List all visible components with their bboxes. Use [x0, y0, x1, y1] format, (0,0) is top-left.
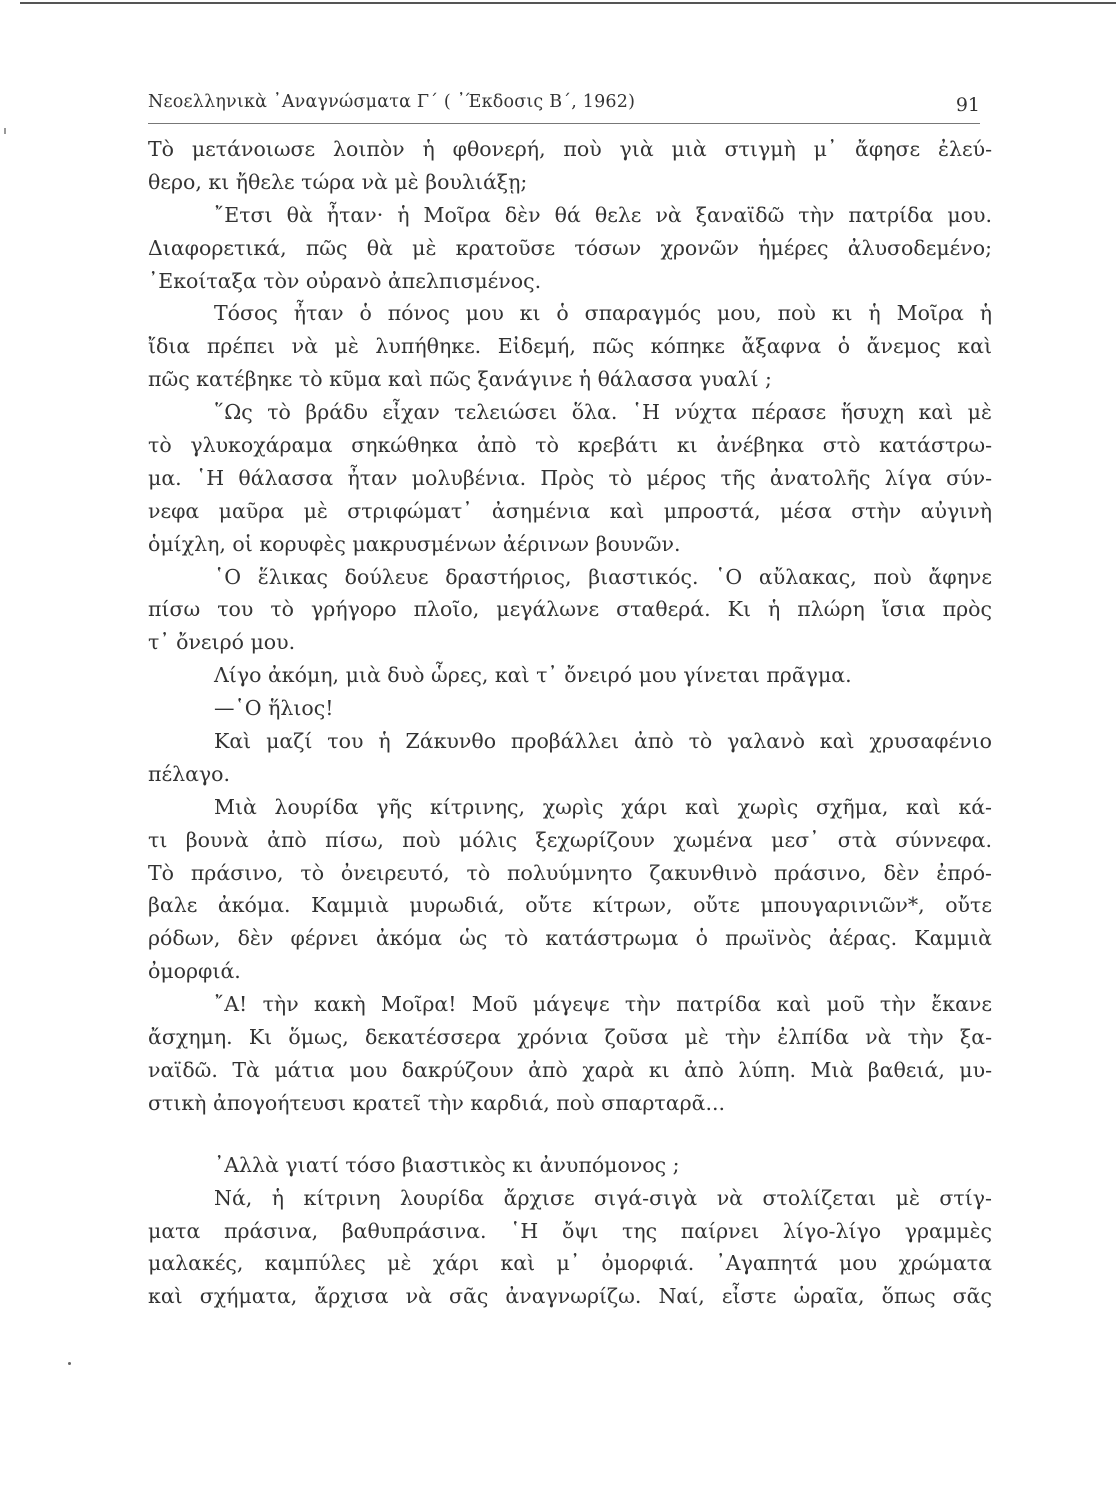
text-line: Τὸ πράσινο, τὸ ὀνειρευτό, τὸ πολυύμνητο ζακυνθινὸ πράσινο, δὲν ἐπρό- — [148, 860, 992, 885]
text-line: Μιὰ λουρίδα γῆς κίτρινης, χωρὶς χάρι καὶ χωρὶς σχῆμα, καὶ κά- — [214, 794, 992, 819]
text-line: ῾Ο ἕλικας δούλευε δραστήριος, βιαστικός. ῾Ο αὔλακας, ποὺ ἄφηνε — [214, 564, 992, 589]
text-line: νεφα μαῦρα μὲ στριφώματ᾿ ἀσημένια καὶ μπροστά, μέσα στὴν αὐγινὴ — [148, 498, 992, 523]
text-line: θερο, κι ἤθελε τώρα νὰ μὲ βουλιάξῃ; — [148, 169, 528, 194]
text-line: ἴδια πρέπει νὰ μὲ λυπήθηκε. Εἰδεμή, πῶς κόπηκε ἄξαφνα ὁ ἄνεμος καὶ — [148, 334, 992, 359]
header-title: Νεοελληνικὰ ᾿Αναγνώσματα Γ´ ( ᾿Έκδοσις Β´, 1962) — [148, 92, 636, 112]
text-line: τὸ γλυκοχάραμα σηκώθηκα ἀπὸ τὸ κρεβάτι κι ἀνέβηκα στὸ κατάστρω- — [148, 433, 992, 458]
text-line: ἄσχημη. Κι ὅμως, δεκατέσσερα χρόνια ζοῦσα μὲ τὴν ἐλπίδα νὰ τὴν ξα- — [148, 1025, 992, 1050]
text-line: ῎Α! τὴν κακὴ Μοῖρα! Μοῦ μάγεψε τὴν πατρίδα καὶ μοῦ τὴν ἔκανε — [214, 992, 992, 1017]
text-line: πῶς κατέβηκε τὸ κῦμα καὶ πῶς ξανάγινε ἡ θάλασσα γυαλί ; — [148, 367, 772, 392]
text-line: —῾Ο ἥλιος! — [214, 696, 334, 721]
text-line: καὶ σχήματα, ἄρχισα νὰ σᾶς ἀναγνωρίζω. Ναί, εἶστε ὡραῖα, ὅπως σᾶς — [148, 1284, 992, 1309]
text-line: ὀμορφιά. — [148, 959, 241, 984]
text-line: ῞Ως τὸ βράδυ εἶχαν τελειώσει ὅλα. ῾Η νύχτα πέρασε ἥσυχη καὶ μὲ — [214, 400, 992, 425]
text-line: μα. ῾Η θάλασσα ἦταν μολυβένια. Πρὸς τὸ μέρος τῆς ἀνατολῆς λίγα σύν- — [148, 465, 992, 490]
body-text — [148, 133, 992, 1313]
text-line: ναϊδῶ. Τὰ μάτια μου δακρύζουν ἀπὸ χαρὰ κι ἀπὸ λύπη. Μιὰ βαθειά, μυ- — [148, 1057, 992, 1082]
text-line: τι βουνὰ ἀπὸ πίσω, ποὺ μόλις ξεχωρίζουν χωμένα μεσ᾿ στὰ σύννεφα. — [148, 827, 992, 852]
text-line: Τὸ μετάνοιωσε λοιπὸν ἡ φθονερή, ποὺ γιὰ μιὰ στιγμὴ μ᾿ ἄφησε ἐλεύ- — [148, 137, 992, 161]
text-line: πίσω του τὸ γρήγορο πλοῖο, μεγάλωνε σταθερά. Κι ἡ πλώρη ἴσια πρὸς — [148, 597, 992, 622]
running-header — [148, 92, 980, 124]
text-line: πέλαγο. — [148, 761, 231, 786]
text-line: ῎Ετσι θὰ ἦταν· ἡ Μοῖρα δὲν θά θελε νὰ ξαναϊδῶ τὴν πατρίδα μου. — [214, 202, 992, 227]
margin-mark — [4, 128, 6, 134]
text-line: Καὶ μαζί του ἡ Ζάκυνθο προβάλλει ἀπὸ τὸ γαλανὸ καὶ χρυσαφένιο — [214, 729, 992, 754]
text-line: στικὴ ἀπογοήτευσι κρατεῖ τὴν καρδιά, ποὺ σπαρταρᾶ... — [148, 1090, 726, 1115]
text-line: τ᾿ ὄνειρό μου. — [148, 630, 296, 655]
text-line: ᾿Εκοίταξα τὸν οὐρανὸ ἀπελπισμένος. — [148, 268, 542, 293]
text-line: Τόσος ἦταν ὁ πόνος μου κι ὁ σπαραγμός μου, ποὺ κι ἡ Μοῖρα ἡ — [214, 301, 992, 326]
margin-dot — [68, 1362, 71, 1365]
text-line: ματα πράσινα, βαθυπράσινα. ῾Η ὄψι της παίρνει λίγο-λίγο γραμμὲς — [148, 1218, 992, 1243]
text-line: ᾿Αλλὰ γιατί τόσο βιαστικὸς κι ἀνυπόμονος ; — [214, 1152, 680, 1177]
text-line: Νά, ἡ κίτρινη λουρίδα ἄρχισε σιγά-σιγὰ νὰ στολίζεται μὲ στίγ- — [214, 1185, 992, 1210]
text-line: Λίγο ἀκόμη, μιὰ δυὸ ὧρες, καὶ τ᾿ ὄνειρό μου γίνεται πρᾶγμα. — [214, 663, 852, 688]
header-rule — [148, 123, 980, 124]
page-number: 91 — [955, 94, 980, 116]
text-line: Διαφορετικά, πῶς θὰ μὲ κρατοῦσε τόσων χρονῶν ἡμέρες ἀλυσοδεμένο; — [148, 235, 992, 260]
text-line: ρόδων, δὲν φέρνει ἀκόμα ὡς τὸ κατάστρωμα ὁ πρωϊνὸς ἀέρας. Καμμιὰ — [148, 926, 992, 951]
paragraph-gap — [148, 1120, 992, 1149]
text-line: μαλακές, καμπύλες μὲ χάρι καὶ μ᾿ ὀμορφιά. ᾿Αγαπητά μου χρώματα — [148, 1251, 992, 1276]
text-line: βαλε ἀκόμα. Καμμιὰ μυρωδιά, οὔτε κίτρων, οὔτε μπουγαρινιῶν*, οὔτε — [148, 893, 992, 918]
page-top-edge — [20, 2, 1116, 4]
text-line: ὁμίχλη, οἱ κορυφὲς μακρυσμένων ἀέρινων βουνῶν. — [148, 531, 681, 556]
